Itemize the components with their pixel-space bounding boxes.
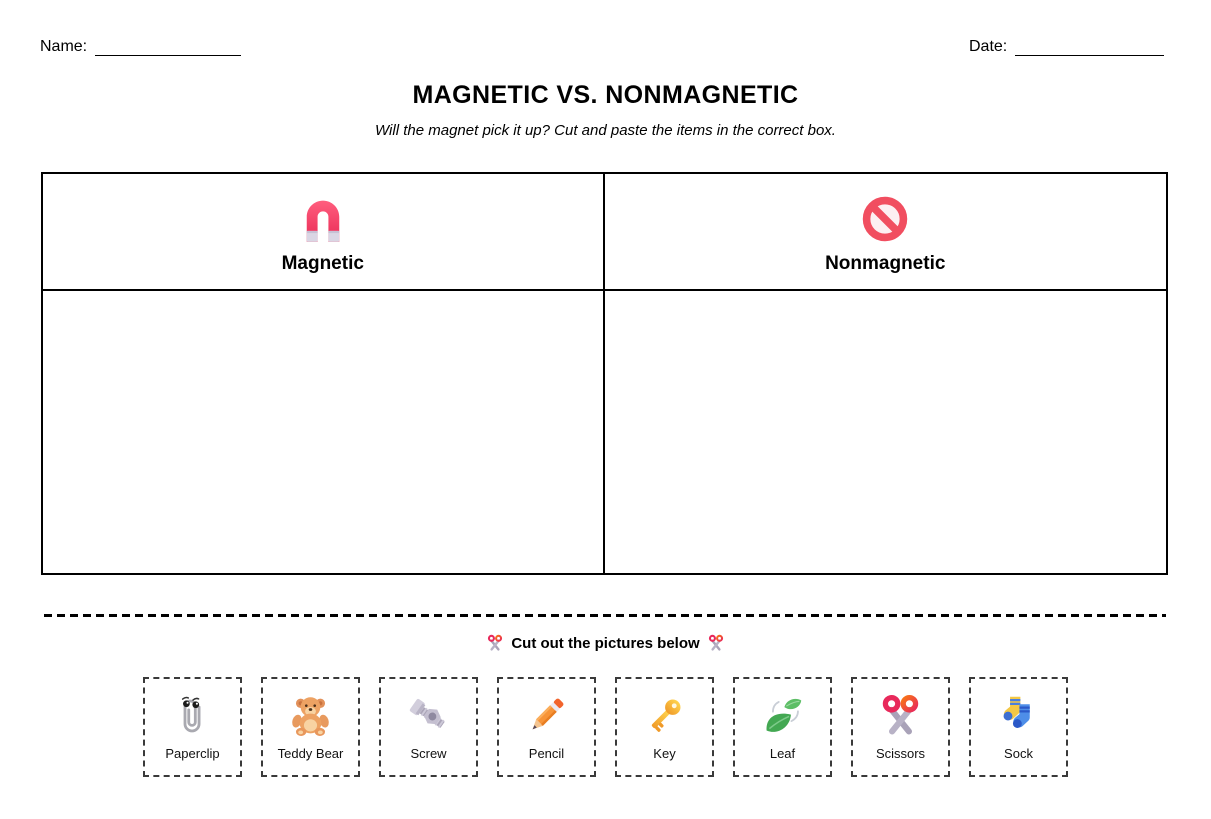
- teddy-bear-icon: [288, 693, 333, 738]
- date-field: [969, 37, 1164, 56]
- magnet-icon: [297, 193, 349, 245]
- cut-section-heading: [0, 634, 1211, 652]
- scissors-icon: [878, 693, 923, 738]
- item-label: Pencil: [528, 746, 565, 761]
- screw-icon: [406, 693, 451, 738]
- name-blank-line[interactable]: [95, 37, 241, 56]
- scissors-icon: [707, 634, 725, 652]
- scissors-icon: [486, 634, 504, 652]
- cut-out-items-row: [0, 677, 1211, 777]
- sock-icon: [996, 693, 1041, 738]
- item-label: Paperclip: [165, 746, 220, 761]
- sorting-table: [41, 172, 1168, 575]
- nonmagnetic-column-label: Nonmagnetic: [825, 253, 946, 274]
- cut-heading-label: Cut out the pictures below: [511, 634, 700, 652]
- item-box-pencil[interactable]: [497, 677, 596, 777]
- pencil-icon: [524, 693, 569, 738]
- item-box-key[interactable]: [615, 677, 714, 777]
- key-icon: [642, 693, 687, 738]
- item-label: Sock: [1004, 746, 1033, 761]
- paperclip-icon: [170, 693, 215, 738]
- item-label: Teddy Bear: [277, 746, 344, 761]
- date-label: Date:: [969, 38, 1008, 55]
- magnetic-drop-zone[interactable]: [43, 291, 605, 573]
- date-blank-line[interactable]: [1015, 37, 1164, 56]
- item-label: Scissors: [875, 746, 926, 761]
- magnetic-column-label: Magnetic: [281, 253, 364, 274]
- item-box-screw[interactable]: [379, 677, 478, 777]
- leaf-icon: [760, 693, 805, 738]
- prohibited-icon: [859, 193, 911, 245]
- item-box-leaf[interactable]: [733, 677, 832, 777]
- item-box-paperclip[interactable]: [143, 677, 242, 777]
- page-subtitle: Will the magnet pick it up? Cut and paste the items in the correct box.: [375, 122, 836, 139]
- name-label: Name:: [40, 38, 88, 55]
- item-box-scissors[interactable]: [851, 677, 950, 777]
- nonmagnetic-drop-zone[interactable]: [605, 291, 1167, 573]
- item-label: Screw: [410, 746, 447, 761]
- nonmagnetic-column-header: [605, 174, 1167, 291]
- item-box-teddy-bear[interactable]: [261, 677, 360, 777]
- name-field: [40, 37, 241, 56]
- item-label: Key: [653, 746, 676, 761]
- item-label: Leaf: [769, 746, 796, 761]
- item-box-sock[interactable]: [969, 677, 1068, 777]
- dashed-cut-line: [44, 614, 1166, 617]
- magnetic-column-header: [43, 174, 605, 291]
- page-title: MAGNETIC VS. NONMAGNETIC: [412, 81, 799, 109]
